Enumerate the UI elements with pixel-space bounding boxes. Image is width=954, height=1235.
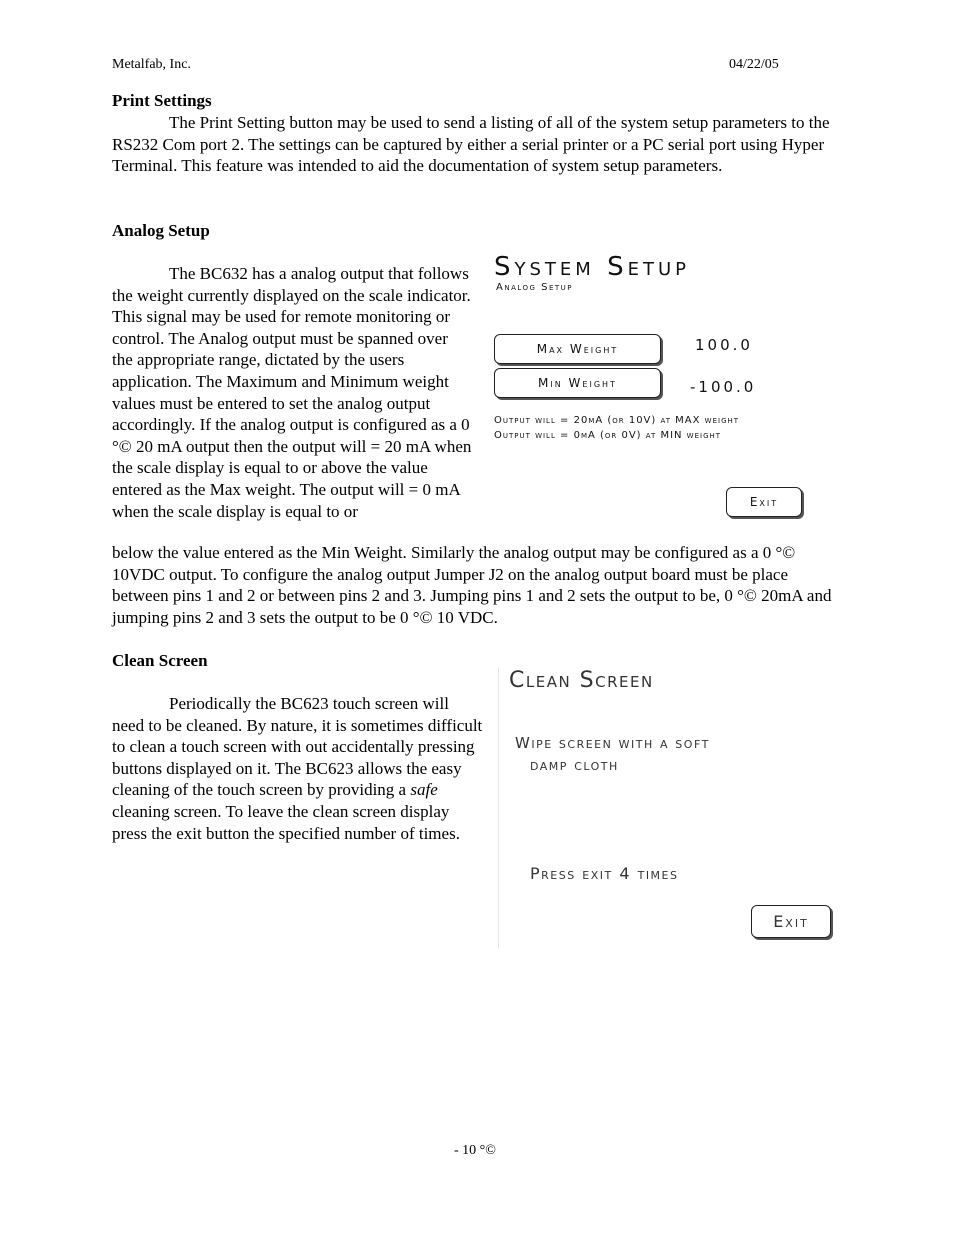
clean-screen-body <box>112 693 484 844</box>
clean-screen-title: Clean Screen <box>509 668 654 693</box>
header-company: Metalfab, Inc. <box>112 57 191 72</box>
analog-exit-button[interactable]: Exit <box>726 487 802 517</box>
print-settings-heading: Print Settings <box>112 91 212 110</box>
clean-screen-heading <box>112 651 208 671</box>
clean-screen-body-before: Periodically the BC623 touch screen will need to be cleaned. By nature, it is sometimes difficult to clean a touch screen with out accidentally pressing buttons displayed on it. The BC623 allows the easy cleaning of the touch screen by providing a <box>112 694 483 800</box>
page-number: - 10 °© <box>454 1143 496 1158</box>
max-weight-button[interactable]: Max Weight <box>494 334 661 364</box>
clean-screen-body-after: cleaning screen. To leave the clean screen display press the exit button the specified number of times. <box>112 801 460 843</box>
analog-setup-body-side: The BC632 has a analog output that follows the weight currently displayed on the scale indicator. This signal may be used for remote monitoring or control. The Analog output must be spanned over the appropriate range, dictated by the users application. The Maximum and Minimum weight values must be entered to set the analog output accordingly. If the analog output is configured as a 0 °© 20 mA output then the output will = 20 mA when the scale display is equal to or above the value entered as the Max weight. The output will = 0 mA when the scale display is equal to or <box>112 264 472 521</box>
clean-screen-body-emph: safe <box>410 780 438 800</box>
min-weight-value: -100.0 <box>690 378 757 396</box>
wipe-instruction-line1: Wipe screen with a soft <box>515 734 710 752</box>
analog-setup-subtitle: Analog Setup <box>496 282 574 293</box>
output-note-max: Output will = 20mA (or 10V) at MAX weight <box>494 415 740 426</box>
print-settings-body: The Print Setting button may be used to send a listing of all of the system setup parameters to the RS232 Com port 2. The settings can be captured by either a serial printer or a PC serial port using Hyper Terminal. This feature was intended to aid the documentation of system setup parameters. <box>112 113 830 176</box>
analog-setup-heading: Analog Setup <box>112 221 210 240</box>
output-note-min: Output will = 0mA (or 0V) at MIN weight <box>494 430 722 441</box>
clean-screen-display <box>498 668 839 948</box>
press-exit-text: Press exit 4 times <box>530 864 679 883</box>
clean-screen-heading-text: Clean Screen <box>112 651 208 670</box>
header-date: 04/22/05 <box>729 57 779 72</box>
system-setup-title: System Setup <box>494 252 690 282</box>
max-weight-value: 100.0 <box>695 336 753 354</box>
analog-setup-body-full: below the value entered as the Min Weight. Similarly the analog output may be configured as a 0 °© 10VDC output. To configure the analog output Jumper J2 on the analog output board must be place between pins 1 and 2 or between pins 2 and 3. Jumping pins 1 and 2 sets the output to be, 0 °© 20mA and jumping pins 2 and 3 sets the output to be 0 °© 10 VDC. <box>112 543 832 627</box>
system-setup-screen <box>490 252 830 527</box>
clean-exit-button[interactable]: Exit <box>751 905 831 938</box>
wipe-instruction-line2: damp cloth <box>530 756 619 774</box>
min-weight-button[interactable]: Min Weight <box>494 368 661 398</box>
